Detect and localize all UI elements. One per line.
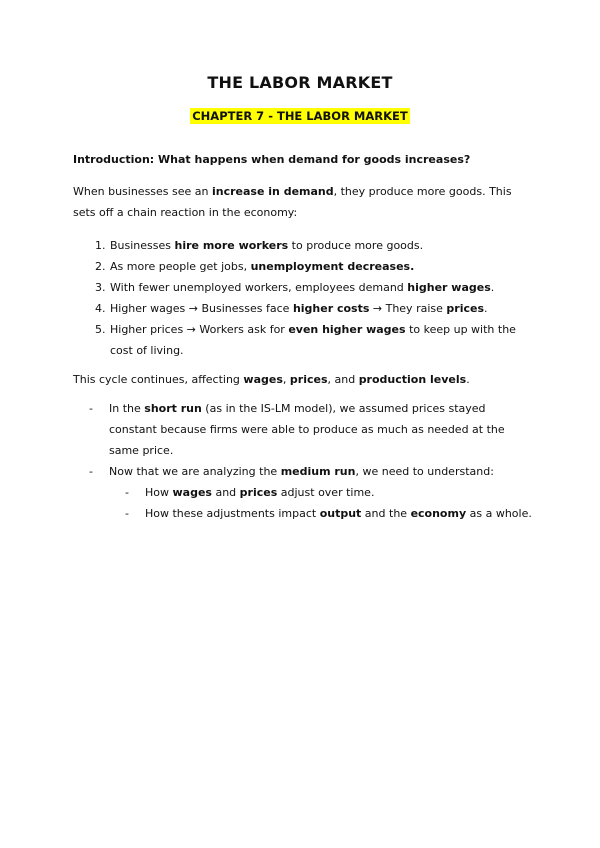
document-body <box>73 149 533 524</box>
cycle-paragraph <box>73 369 533 390</box>
emphasis: . <box>410 260 415 273</box>
text-run: How <box>145 486 173 499</box>
text-run: , and <box>327 373 359 386</box>
text-run: as a whole. <box>466 507 532 520</box>
text-run: With fewer unemployed workers, employees demand <box>110 281 408 294</box>
emphasis: medium run <box>280 465 356 478</box>
list-item-2 <box>109 256 533 277</box>
chain-reaction-list <box>73 235 533 361</box>
emphasis: higher wages <box>407 281 491 294</box>
text-run: to produce more goods. <box>288 239 424 252</box>
emphasis: even higher wages <box>288 323 406 336</box>
emphasis: wages <box>243 373 283 386</box>
text-run: Higher prices → Workers ask for <box>110 323 289 336</box>
emphasis: increase in demand <box>212 185 334 198</box>
text-run: to keep up with the cost of living. <box>110 323 516 357</box>
emphasis: prices <box>446 302 484 315</box>
emphasis: higher costs <box>292 302 370 315</box>
bullet-medium-run <box>109 461 533 524</box>
text-run: adjust over time. <box>277 486 375 499</box>
intro-heading: Introduction: What happens when demand for goods increases? <box>73 153 471 166</box>
text-run: . <box>466 373 470 386</box>
sub-bullet-output-economy <box>145 503 533 524</box>
list-item-1 <box>109 235 533 256</box>
text-run: Businesses <box>110 239 175 252</box>
page-title: THE LABOR MARKET <box>207 73 393 92</box>
text-run: and <box>211 486 240 499</box>
sub-bullet-wages-prices <box>145 482 533 503</box>
emphasis: short run <box>144 402 202 415</box>
run-comparison-list <box>73 398 533 524</box>
list-item-5 <box>109 319 533 361</box>
text-run: When businesses see an <box>73 185 212 198</box>
text-run: and the <box>361 507 411 520</box>
text-run: → They raise <box>369 302 447 315</box>
list-item-3 <box>109 277 533 298</box>
chapter-heading-wrap <box>0 105 600 124</box>
chapter-heading: CHAPTER 7 - THE LABOR MARKET <box>192 109 408 123</box>
emphasis: prices <box>289 373 328 386</box>
text-run: , they produce more goods. This sets off a chain reaction in the economy: <box>73 185 512 219</box>
emphasis: economy <box>410 507 467 520</box>
text-run: This cycle continues, affecting <box>73 373 244 386</box>
text-run: . <box>484 302 488 315</box>
emphasis: output <box>319 507 362 520</box>
text-run: (as in the IS-LM model), we assumed prices stayed constant because firms were able to produce as much as needed at the same price. <box>109 402 505 457</box>
text-run: Higher wages → Businesses face <box>110 302 293 315</box>
text-run: , <box>282 373 290 386</box>
emphasis: wages <box>172 486 212 499</box>
emphasis: prices <box>239 486 278 499</box>
text-run: In the <box>109 402 145 415</box>
emphasis: unemployment decreases <box>250 260 411 273</box>
intro-paragraph <box>73 181 533 223</box>
text-run: As more people get jobs, <box>110 260 251 273</box>
list-item-4 <box>109 298 533 319</box>
emphasis: production levels <box>358 373 467 386</box>
text-run: How these adjustments impact <box>145 507 320 520</box>
emphasis: hire more workers <box>174 239 289 252</box>
text-run: , we need to understand: <box>355 465 494 478</box>
text-run: Now that we are analyzing the <box>109 465 281 478</box>
medium-run-sublist <box>109 482 533 524</box>
text-run: . <box>490 281 495 294</box>
bullet-short-run <box>109 398 533 461</box>
